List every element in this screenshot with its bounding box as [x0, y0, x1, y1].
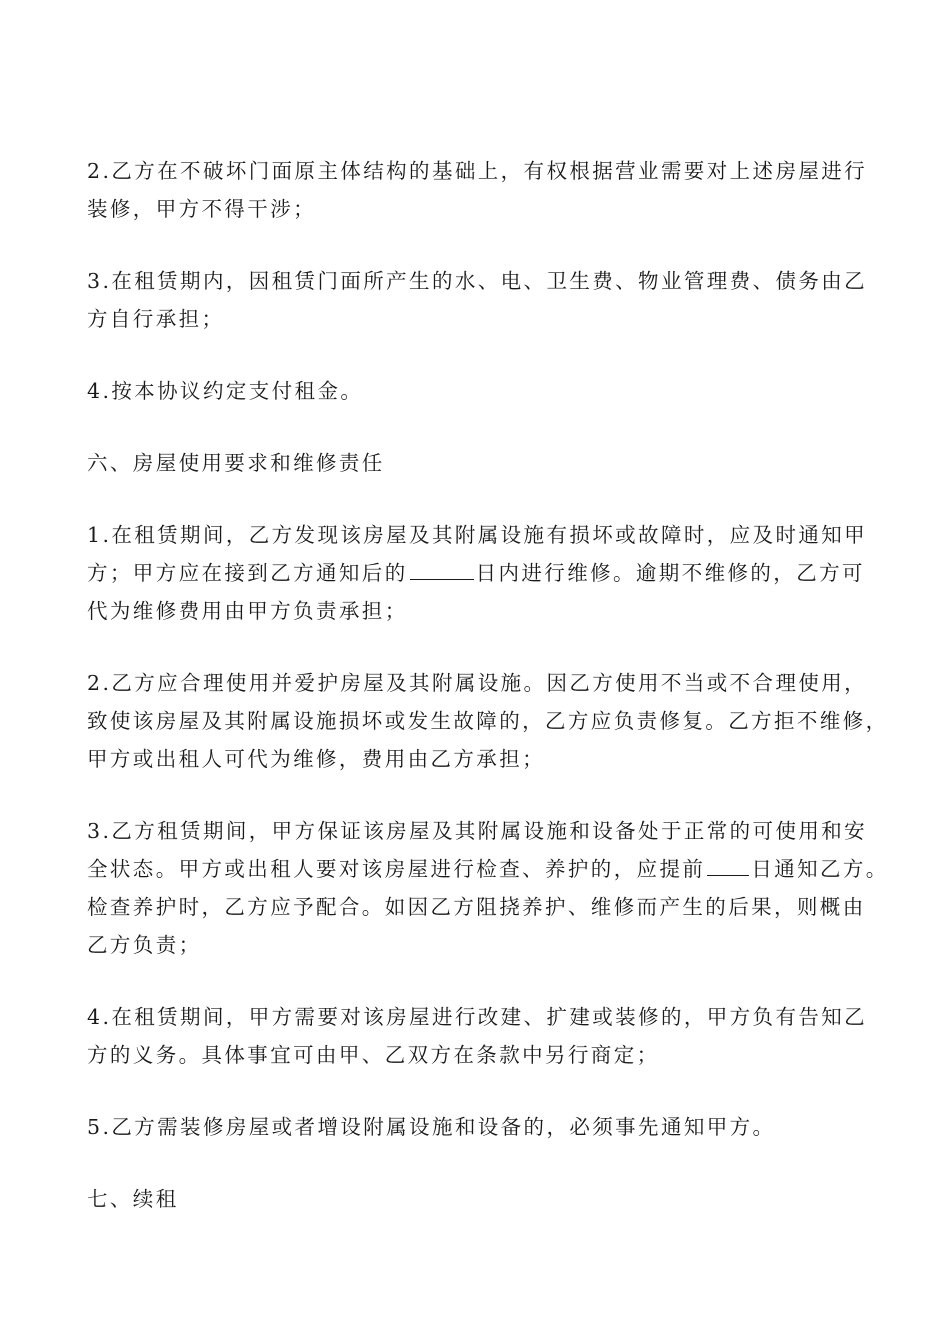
clause-6-5 [87, 1108, 887, 1146]
text-line: 3.乙方租赁期间，甲方保证该房屋及其附属设施和设备处于正常的可使用和安 [87, 819, 868, 843]
fill-in-blank[interactable] [410, 555, 474, 580]
text-line-with-blank [87, 554, 887, 592]
section-heading-7 [87, 1180, 887, 1218]
text-line: 方自行承担； [87, 307, 225, 331]
text-line: 代为维修费用由甲方负责承担； [87, 599, 408, 623]
clause-6-1 [87, 516, 887, 630]
text-line-with-blank [87, 850, 887, 888]
text-line: 2.乙方应合理使用并爱护房屋及其附属设施。因乙方使用不当或不合理使用， [87, 671, 868, 695]
text-line: 致使该房屋及其附属设施损坏或发生故障的，乙方应负责修复。乙方拒不维修， [87, 709, 889, 733]
text-line: 乙方负责； [87, 933, 202, 957]
text-line: 5.乙方需装修房屋或者增设附属设施和设备的，必须事先通知甲方。 [87, 1115, 776, 1139]
text-line: 装修，甲方不得干涉； [87, 197, 316, 221]
text-line: 方的义务。具体事宜可由甲、乙双方在条款中另行商定； [87, 1043, 660, 1067]
clause-5-2 [87, 152, 887, 228]
section-heading: 七、续租 [87, 1187, 179, 1211]
text-line: 3.在租赁期内，因租赁门面所产生的水、电、卫生费、物业管理费、债务由乙 [87, 269, 868, 293]
text-segment: 日内进行维修。逾期不维修的，乙方可 [475, 561, 865, 585]
text-segment: 日通知乙方。 [751, 857, 889, 881]
text-line: 4.在租赁期间，甲方需要对该房屋进行改建、扩建或装修的，甲方负有告知乙 [87, 1005, 868, 1029]
document-body [87, 152, 887, 1252]
clause-6-3 [87, 812, 887, 964]
clause-5-4 [87, 372, 887, 410]
clause-6-4 [87, 998, 887, 1074]
section-heading: 六、房屋使用要求和维修责任 [87, 451, 385, 475]
text-segment: 方；甲方应在接到乙方通知后的 [87, 561, 408, 585]
text-line: 检查养护时，乙方应予配合。如因乙方阻挠养护、维修而产生的后果，则概由 [87, 895, 866, 919]
fill-in-blank[interactable] [707, 851, 749, 876]
clause-5-3 [87, 262, 887, 338]
section-heading-6 [87, 444, 887, 482]
text-line: 甲方或出租人可代为维修，费用由乙方承担； [87, 747, 545, 771]
text-line: 2.乙方在不破坏门面原主体结构的基础上，有权根据营业需要对上述房屋进行 [87, 159, 868, 183]
clause-6-2 [87, 664, 887, 778]
text-segment: 全状态。甲方或出租人要对该房屋进行检查、养护的，应提前 [87, 857, 706, 881]
text-line: 1.在租赁期间，乙方发现该房屋及其附属设施有损坏或故障时，应及时通知甲 [87, 523, 868, 547]
text-line: 4.按本协议约定支付租金。 [87, 379, 364, 403]
